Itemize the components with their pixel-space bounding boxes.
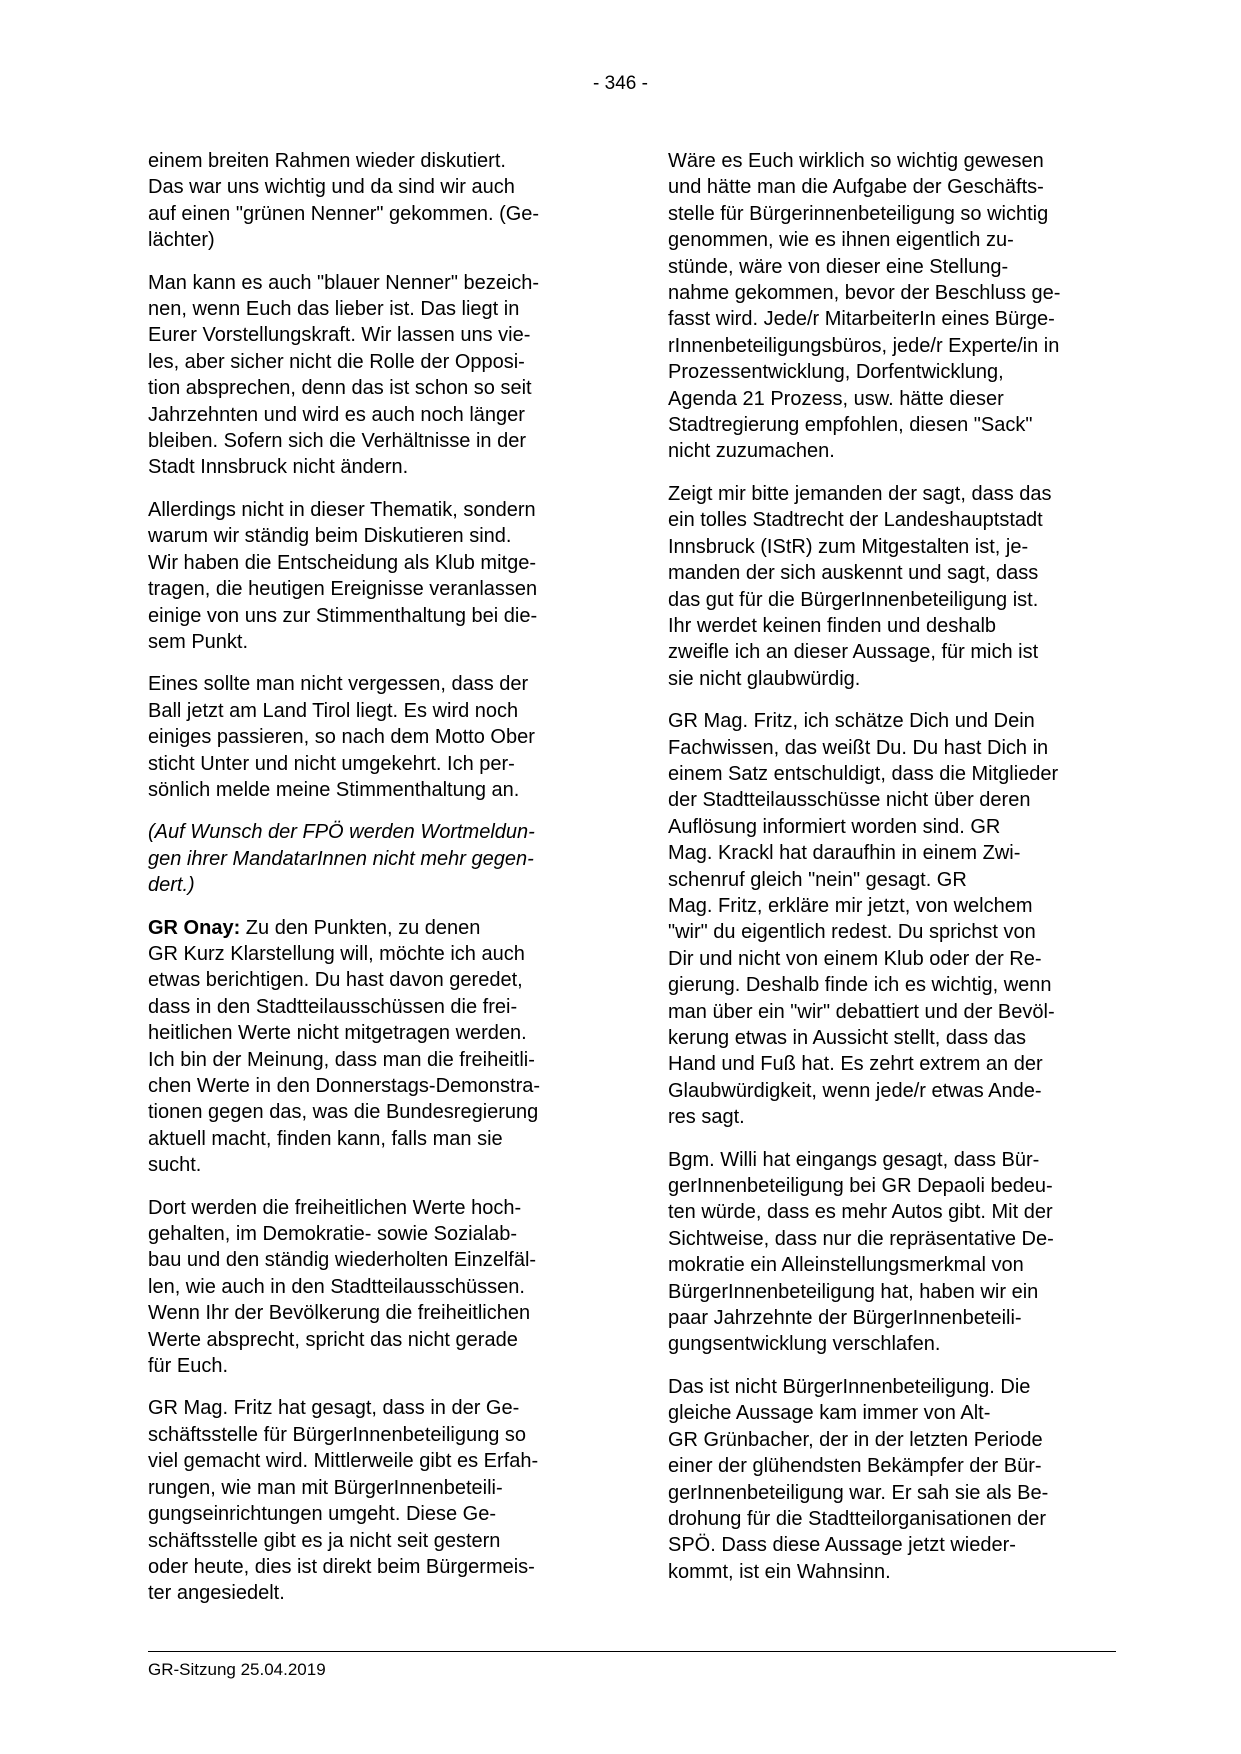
paragraph: Das ist nicht BürgerInnenbeteiligung. Die gleiche Aussage kam immer von Alt- GR Grünbacher, der in der letzten Periode einer der glühendsten Bekämpfer der Bür- gerInnenbeteiligung war. Er sah sie als Be- drohung für die Stadtteilorganisationen der SPÖ. Dass diese Aussage jetzt wieder- kommt, ist ein Wahnsinn. [668, 1375, 1049, 1583]
paragraph: GR Mag. Fritz, ich schätze Dich und Dein Fachwissen, das weißt Du. Du hast Dich in einem Satz entschuldigt, dass die Mitglieder der Stadtteilausschüsse nicht über deren Auflösung informiert worden sind. GR Mag. Krackl hat daraufhin in einem Zwi- schenruf gleich "nein" gesagt. GR Mag. Fritz, erkläre mir jetzt, von welchem "wir" du eigentlich redest. Du sprichst von Dir und nicht von einem Klub oder der Re- gierung. Deshalb finde ich es wichtig, wenn man über ein "wir" debattiert und der Bevöl- kerung etwas in Aussicht stellt, dass das Hand und Fuß hat. Es zehrt extrem an der Glaubwürdigkeit, wenn jede/r etwas Ande- res sagt. [668, 710, 1059, 1129]
speech-text: Zu den Punkten, zu denen GR Kurz Klarstellung will, möchte ich auch etwas berichtigen. Du hast davon geredet, dass in den Stadtteilausschüssen die frei- heitlichen Werte nicht mitgetragen werden. Ich bin der Meinung, dass man die freiheitli- chen Werte in den Donnerstags-Demonstra- tionen gegen das, was die Bundesregierung aktuell macht, finden kann, falls man sie sucht. [148, 916, 541, 1177]
speech-paragraph [148, 915, 594, 1179]
left-column [148, 148, 594, 1623]
paragraph: Eines sollte man nicht vergessen, dass der Ball jetzt am Land Tirol liegt. Es wird noch einiges passieren, so nach dem Motto Ober sticht Unter und nicht umgekehrt. Ich per- sönlich melde meine Stimmenthaltung an. [148, 673, 535, 801]
paragraph: Man kann es auch "blauer Nenner" bezeich- nen, wenn Euch das lieber ist. Das liegt in Eurer Vorstellungskraft. Wir lassen uns vie- les, aber sicher nicht die Rolle der Opposi- tion absprechen, denn das ist schon so seit Jahrzehnten und wird es auch noch länger bleiben. Sofern sich die Verhältnisse in der Stadt Innsbruck nicht ändern. [148, 271, 540, 479]
paragraph: Allerdings nicht in dieser Thematik, sondern warum wir ständig beim Diskutieren sind. Wir haben die Entscheidung als Klub mitge- tragen, die heutigen Ereignisse veranlassen einige von uns zur Stimmenthaltung bei die- sem Punkt. [148, 498, 538, 653]
page-number: - 346 - [593, 73, 648, 94]
paragraph: GR Mag. Fritz hat gesagt, dass in der Ge- schäftsstelle für BürgerInnenbeteiligung so viel gemacht wird. Mittlerweile gibt es Erfah- rungen, wie man mit BürgerInnenbeteili- gungseinrichtungen umgeht. Diese Ge- schäftsstelle gibt es ja nicht seit gestern oder heute, dies ist direkt beim Bürgermeis- ter angesiedelt. [148, 1397, 539, 1605]
paragraph: Wäre es Euch wirklich so wichtig gewesen und hätte man die Aufgabe der Geschäfts- stelle für Bürgerinnenbeteiligung so wichtig genommen, wie es ihnen eigentlich zu- stünde, wäre von dieser eine Stellung- nahme gekommen, bevor der Beschluss ge- fasst wird. Jede/r MitarbeiterIn eines Bürge- rInnenbeteiligungsbüros, jede/r Experte/in in Prozessentwicklung, Dorfentwicklung, Agenda 21 Prozess, usw. hätte dieser Stadtregierung empfohlen, diesen "Sack" nicht zuzumachen. [668, 150, 1061, 463]
paragraph: Dort werden die freiheitlichen Werte hoch- gehalten, im Demokratie- sowie Sozialab- bau und den ständig wiederholten Einzelfäl- len, wie auch in den Stadtteilausschüssen. Wenn Ihr der Bevölkerung die freiheitlichen Werte absprecht, spricht das nicht gerade für Euch. [148, 1196, 537, 1378]
footer-divider [148, 1651, 1116, 1652]
paragraph: einem breiten Rahmen wieder diskutiert. Das war uns wichtig und da sind wir auch auf einen "grünen Nenner" gekommen. (Ge- lächter) [148, 150, 540, 252]
speaker-name: GR Onay: [148, 916, 241, 939]
paragraph: Bgm. Willi hat eingangs gesagt, dass Bür- gerInnenbeteiligung bei GR Depaoli bedeu- ten würde, dass es mehr Autos gibt. Mit der Sichtweise, dass nur die repräsentative De- mokratie ein Alleinstellungsmerkmal von BürgerInnenbeteiligung hat, haben wir ein paar Jahrzehnte der BürgerInnenbeteili- gungsentwicklung verschlafen. [668, 1148, 1054, 1356]
paragraph: Zeigt mir bitte jemanden der sagt, dass das ein tolles Stadtrecht der Landeshauptstadt Innsbruck (IStR) zum Mitgestalten ist, je- manden der sich auskennt und sagt, dass das gut für die BürgerInnenbeteiligung ist. Ihr werdet keinen finden und deshalb zweifle ich an dieser Aussage, für mich ist sie nicht glaubwürdig. [668, 482, 1052, 690]
footer-label: GR-Sitzung 25.04.2019 [148, 1660, 326, 1679]
right-column [668, 148, 1114, 1601]
editorial-note: (Auf Wunsch der FPÖ werden Wortmeldun- gen ihrer MandatarInnen nicht mehr gegen- dert.) [148, 821, 535, 897]
